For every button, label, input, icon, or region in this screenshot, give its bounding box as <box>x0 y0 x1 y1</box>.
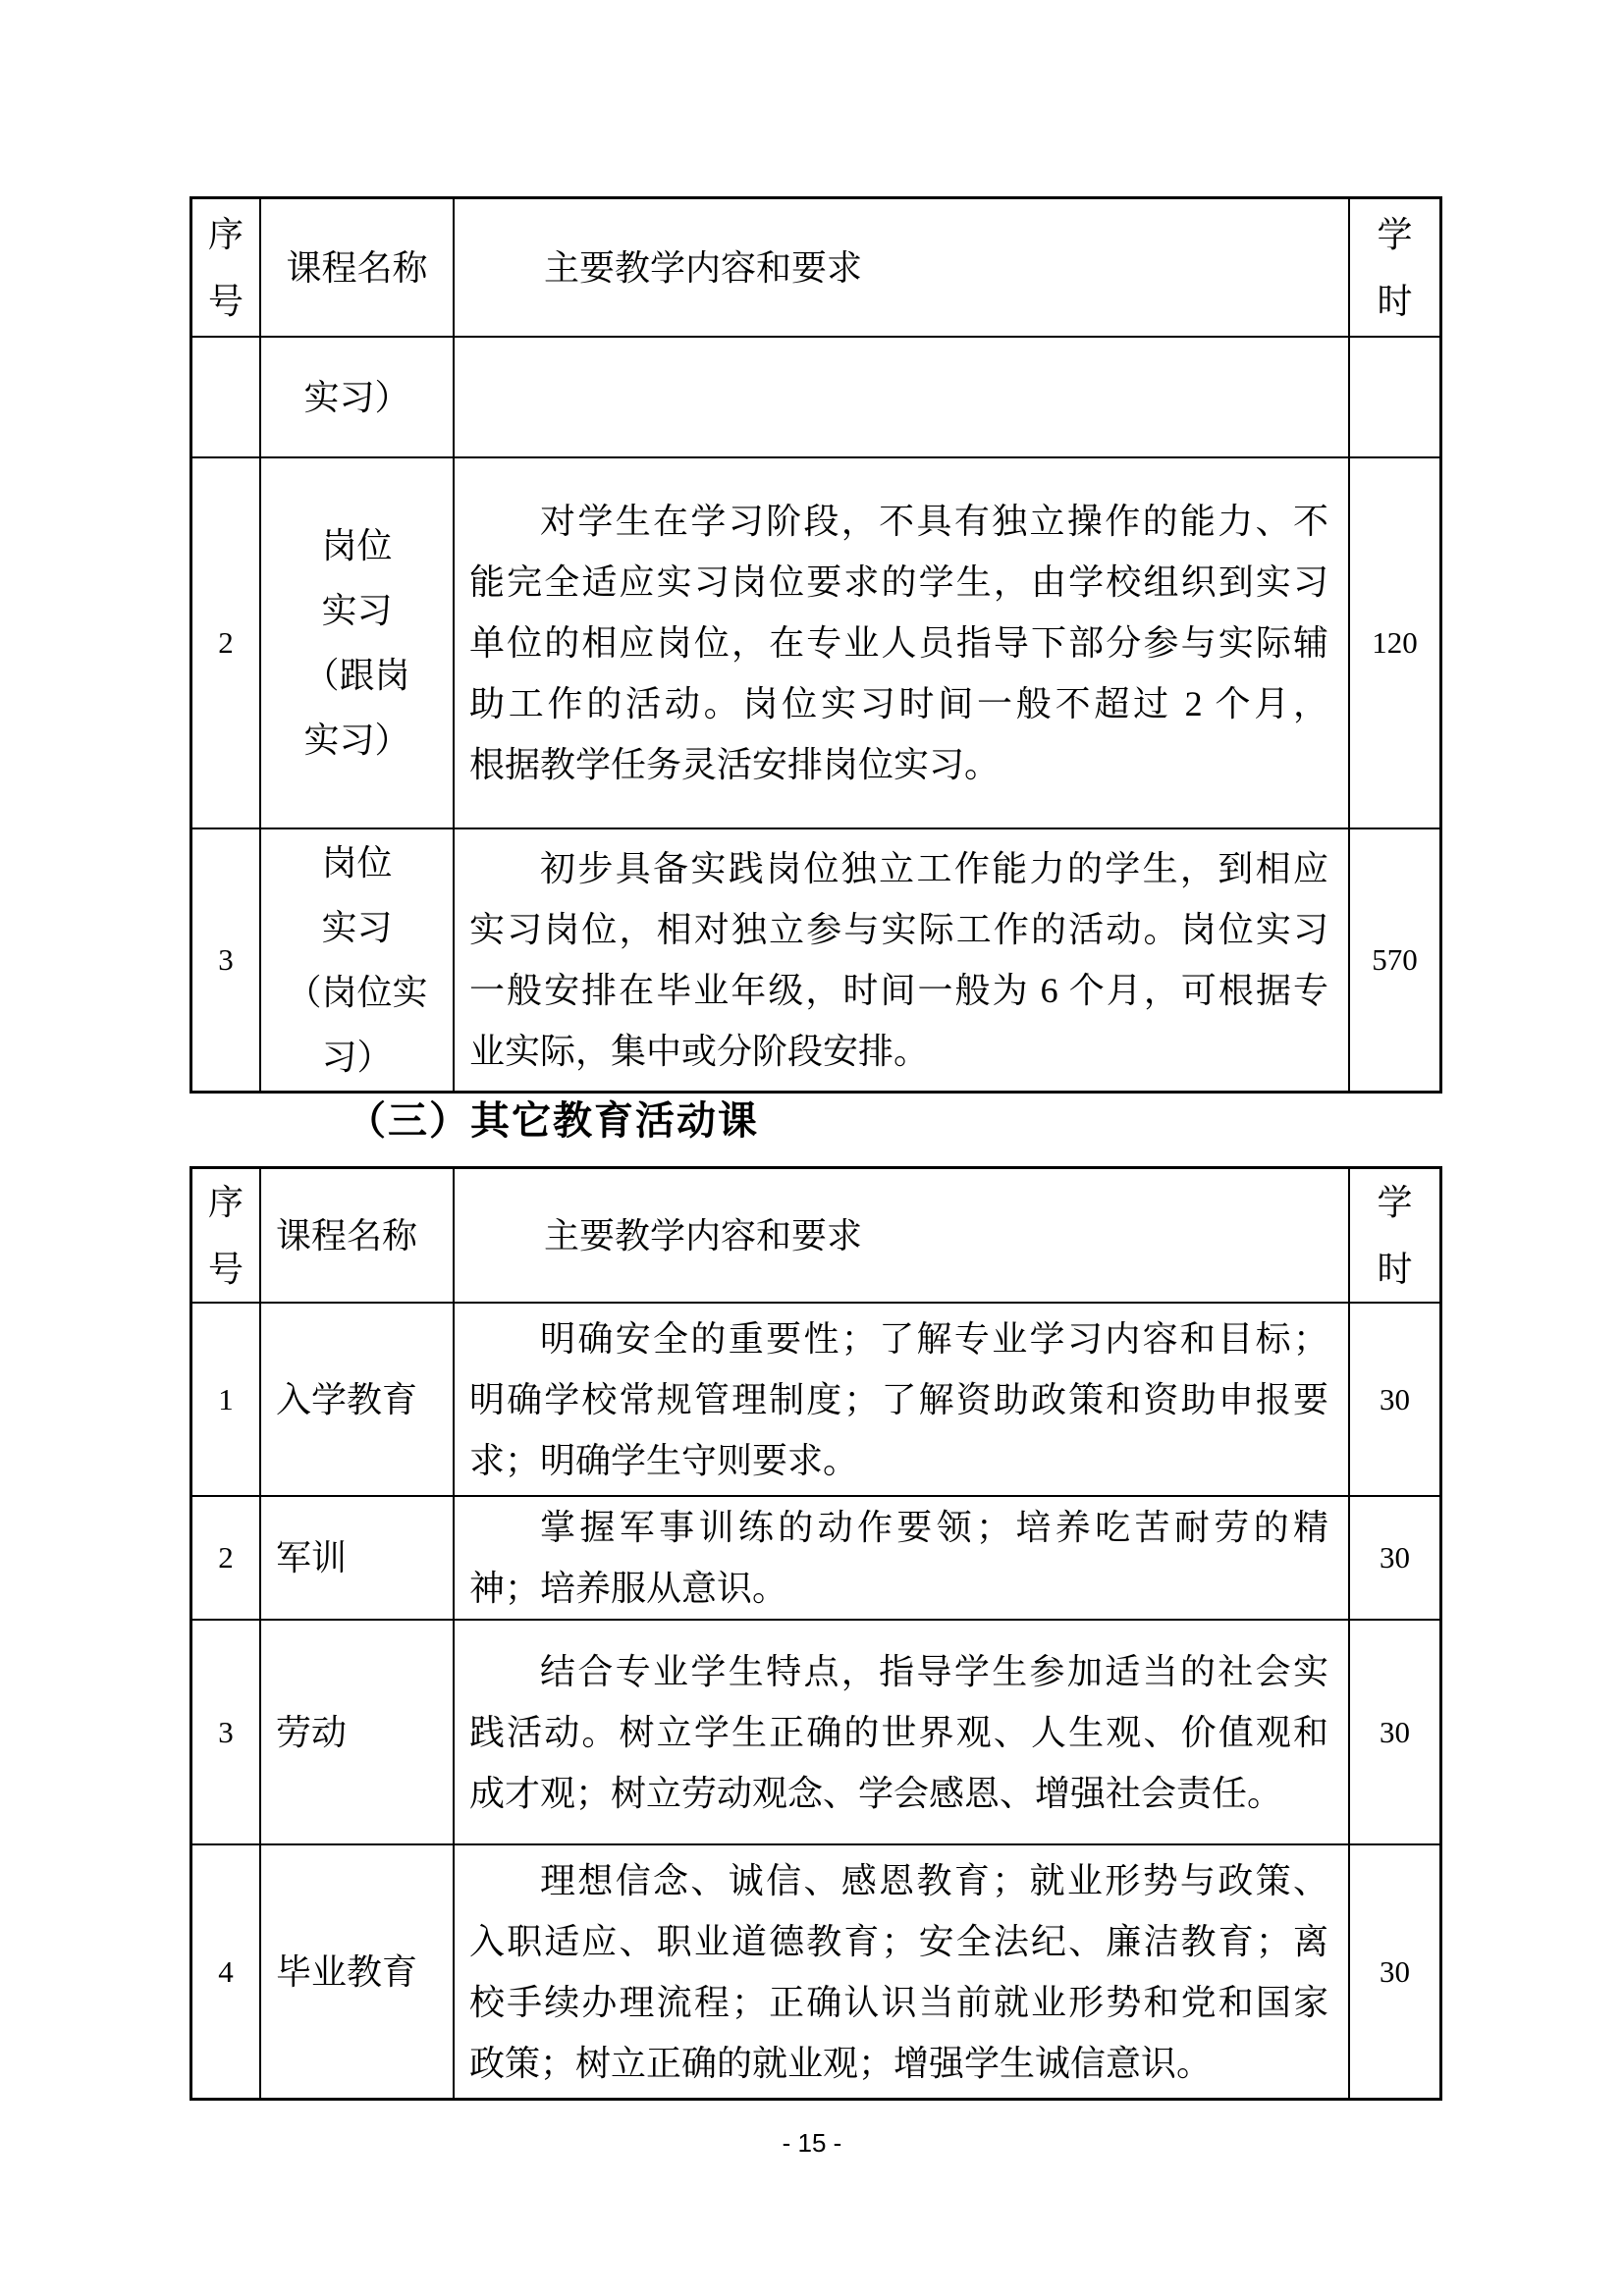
table-row <box>192 458 1439 829</box>
content-line: 明确安全的重要性；了解专业学习内容和目标； <box>540 1318 1328 1359</box>
row-number-cell: 4 <box>192 1845 261 2098</box>
course-name-cell <box>261 1304 455 1495</box>
header-no-line: 号 <box>207 281 244 321</box>
content-line: 成才观；树立劳动观念、学会感恩、增强社会责任。 <box>469 1773 1283 1813</box>
content-line: 神；培养服从意识。 <box>469 1569 788 1608</box>
course-name-cell <box>261 1845 455 2098</box>
course-name-line: 岗位 <box>321 526 393 565</box>
course-name-line: 习） <box>321 1038 393 1077</box>
course-name-line: 劳动 <box>276 1712 348 1752</box>
course-content-cell <box>455 458 1350 828</box>
content-line: 求；明确学生守则要求。 <box>469 1440 859 1480</box>
header-content-label: 主要教学内容和要求 <box>544 1215 863 1255</box>
course-content-cell <box>455 1497 1350 1619</box>
course-name-line: 实习 <box>321 591 393 630</box>
course-name-line: 岗位 <box>321 843 393 882</box>
content-line: 助工作的活动。岗位实习时间一般不超过 2 个月， <box>469 684 1328 723</box>
course-content-cell <box>455 829 1350 1091</box>
row-number-cell: 1 <box>192 1304 261 1495</box>
content-line: 实习岗位，相对独立参与实际工作的活动。岗位实习 <box>469 910 1328 949</box>
course-content-cell <box>455 338 1350 456</box>
header-no-line: 序 <box>207 1182 244 1222</box>
content-line: 结合专业学生特点，指导学生参加适当的社会实 <box>540 1651 1328 1691</box>
course-name-cell <box>261 829 455 1091</box>
row-number-cell <box>192 338 261 456</box>
course-name-cell <box>261 1621 455 1843</box>
content-line: 掌握军事训练的动作要领；培养吃苦耐劳的精 <box>540 1508 1328 1547</box>
hours-cell: 570 <box>1372 942 1418 977</box>
content-line: 理想信念、诚信、感恩教育；就业形势与政策、 <box>540 1860 1328 1900</box>
course-name-cell <box>261 458 455 828</box>
row-number-cell: 3 <box>192 1621 261 1843</box>
course-name-line: （岗位实 <box>286 973 428 1012</box>
course-name-cell <box>261 1497 455 1619</box>
content-line: 践活动。树立学生正确的世界观、人生观、价值观和 <box>469 1712 1328 1752</box>
table-row <box>192 1845 1439 2098</box>
header-content-label: 主要教学内容和要求 <box>544 247 863 288</box>
course-name-line: 实习 <box>321 908 393 947</box>
header-hours-line: 学 <box>1377 1182 1413 1222</box>
table-row <box>192 829 1439 1091</box>
course-name-line: 实习） <box>303 377 410 417</box>
course-name-line: 实习） <box>303 721 410 760</box>
course-name-cell <box>261 338 455 456</box>
table-row <box>192 338 1439 458</box>
content-line: 政策；树立正确的就业观；增强学生诚信意识。 <box>469 2043 1213 2083</box>
hours-cell: 30 <box>1380 1381 1410 1416</box>
table-row <box>192 1621 1439 1845</box>
internship-courses-table <box>189 196 1442 1094</box>
content-line: 初步具备实践岗位独立工作能力的学生，到相应 <box>540 849 1328 888</box>
table-row <box>192 1304 1439 1497</box>
hours-cell: 30 <box>1380 1540 1410 1575</box>
course-name-line: 毕业教育 <box>276 1951 418 1992</box>
row-number-cell: 2 <box>192 458 261 828</box>
course-content-cell <box>455 1621 1350 1843</box>
header-no-cell <box>192 1169 261 1302</box>
header-hours-cell <box>1350 199 1439 336</box>
content-line: 单位的相应岗位，在专业人员指导下部分参与实际辅 <box>469 623 1328 663</box>
page-number: - 15 - <box>782 2128 842 2158</box>
content-line: 对学生在学习阶段，不具有独立操作的能力、不 <box>540 502 1328 541</box>
header-no-line: 序 <box>207 214 244 254</box>
content-line: 校手续办理流程；正确认识当前就业形势和党和国家 <box>469 1982 1328 2022</box>
header-hours-line: 时 <box>1377 1249 1413 1289</box>
header-content-cell <box>455 1169 1350 1302</box>
row-number-cell: 2 <box>192 1497 261 1619</box>
header-hours-cell <box>1350 1169 1439 1302</box>
course-name-line: 入学教育 <box>276 1379 418 1419</box>
content-line: 一般安排在毕业年级，时间一般为 6 个月，可根据专 <box>469 971 1328 1010</box>
content-line: 业实际，集中或分阶段安排。 <box>469 1032 930 1071</box>
content-line: 根据教学任务灵活安排岗位实习。 <box>469 745 1001 784</box>
row-number-cell: 3 <box>192 829 261 1091</box>
header-no-cell <box>192 199 261 336</box>
table-row <box>192 1497 1439 1621</box>
header-hours-line: 时 <box>1377 281 1413 321</box>
table-header-row <box>192 1169 1439 1304</box>
hours-cell: 30 <box>1380 1714 1410 1749</box>
other-education-activities-table <box>189 1166 1442 2101</box>
course-content-cell <box>455 1845 1350 2098</box>
header-no-line: 号 <box>207 1249 244 1289</box>
header-course-cell: 课程名称 <box>261 1169 455 1302</box>
course-name-line: （跟岗 <box>303 656 410 695</box>
hours-cell <box>1350 338 1439 456</box>
course-name-line: 军训 <box>276 1538 348 1577</box>
header-course-cell: 课程名称 <box>261 199 455 336</box>
table-header-row <box>192 199 1439 338</box>
content-line: 能完全适应实习岗位要求的学生，由学校组织到实习 <box>469 562 1328 602</box>
hours-cell: 120 <box>1372 625 1418 660</box>
content-line: 入职适应、职业道德教育；安全法纪、廉洁教育；离 <box>469 1921 1328 1961</box>
header-hours-line: 学 <box>1377 214 1413 254</box>
hours-cell: 30 <box>1380 1953 1410 1989</box>
course-content-cell <box>455 1304 1350 1495</box>
content-line: 明确学校常规管理制度；了解资助政策和资助申报要 <box>469 1379 1328 1419</box>
section-heading: （三）其它教育活动课 <box>347 1098 759 1143</box>
header-content-cell <box>455 199 1350 336</box>
